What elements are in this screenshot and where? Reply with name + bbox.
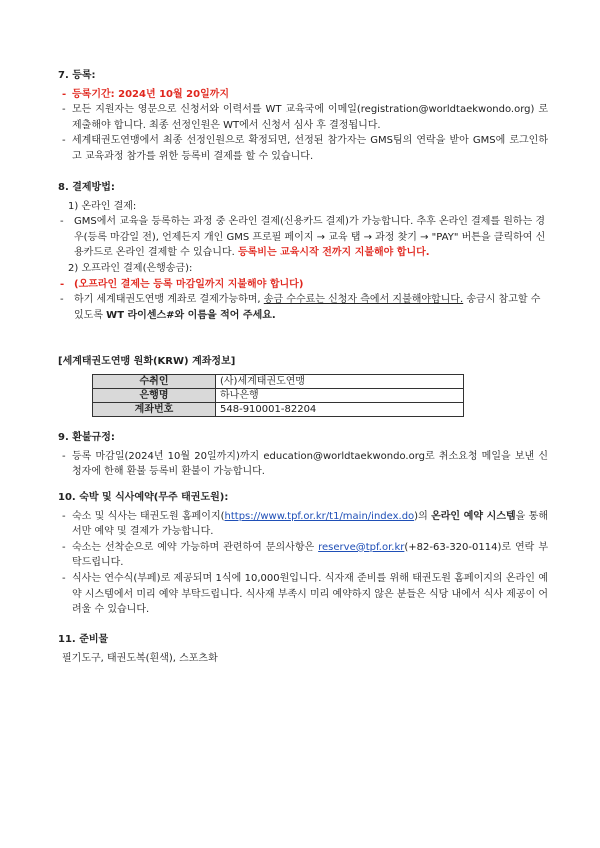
section-payment: 8. 결제방법: 1) 온라인 결제: - GMS에서 교육을 등록하는 과정 중 온라인 결제(신용카드 결제)가 가능합니다. 추후 온라인 결제를 원하는 경우(등록 마감일 전), 언제든지 개인 GMS 프로필 페이지 → 교육 탭 → 과정 찾기 → "PAY" 버튼을 클릭하여 신용카드로 온라인 결제할 수 있습니다. 등록비는 교육시작 전까지 지불해야 합니다. 2) 오프라인 결제(은행송금): - (오프라인 결제는 등록 마감일까지 지불해야 합니다) - 하기 세계태권도연맹 계좌로 결제가능하며, 송금 수수료는 신청자 측에서 지불해야합니다. 송금시 참고할 수 있도록 WT 라이센스#와 이름을 적어 주세요. xyxy=(58,180,548,323)
tpf-website-link[interactable]: https://www.tpf.or.kr/t1/main/index.do xyxy=(224,510,415,522)
section-title: 8. 결제방법: xyxy=(58,182,115,193)
online-reservation-system: 온라인 예약 시스템 xyxy=(431,510,516,522)
refund-text: 등록 마감일(2024년 10월 20일까지)까지 education@worldtaekwondo.org로 취소요청 메일을 보낸 신청자에 한해 환불 등록비 환불이 가능합니다. xyxy=(72,450,548,478)
online-payment-note: 등록비는 교육시작 전까지 지불해야 합니다. xyxy=(237,247,430,259)
supplies-text: 필기도구, 태권도복(흰색), 스포츠화 xyxy=(62,652,218,664)
section-accommodation: 10. 숙박 및 식사예약(무주 태권도원): - 숙소 및 식사는 태권도원 홈페이지(https://www.tpf.or.kr/t1/main/index.do)의 온라인 예약 시스템을 통해서만 예약 및 결제가 가능합니다. - 숙소는 선착순으로 예약 가능하며 관련하여 문의사항은 reserve@tpf.or.kr(+82-63-320-0114)로 연락 부탁드립니다. - 식사는 연수식(부페)로 제공되며 1식에 10,000원입니다. 식자재 준비를 위해 태권도원 홈페이지의 온라인 예약 시스템에서 미리 예약 부탁드립니다. 식사재 부족시 미리 예약하지 않은 분들은 식당 내에서 식사 제공이 어려울 수 있습니다. xyxy=(58,492,548,616)
account-table xyxy=(92,374,464,417)
table-row: 계좌번호 548-910001-82204 xyxy=(93,402,464,416)
section-registration: 7. 등록: - 등록기간: 2024년 10월 20일까지 - 모든 지원자는 영문으로 신청서와 이력서를 WT 교육국에 이메일(registration@worldtaekwondo.org) 로 제출해야 합니다. 최종 선정인원은 WT에서 신청서 심사 후 결정됩니다. - 세계태권도연맹에서 최종 선정인원으로 확정되면, 선정된 참가자는 GMS팀의 연락을 받아 GMS에 로그인하고 교육과정 참가를 위한 등록비 결제를 할 수 있습니다. xyxy=(58,70,548,162)
offline-payment-note: (오프라인 결제는 등록 마감일까지 지불해야 합니다) xyxy=(74,278,304,290)
meal-text: 식사는 연수식(부페)로 제공되며 1식에 10,000원입니다. 식자재 준비를 위해 태권도원 홈페이지의 온라인 예약 시스템에서 미리 예약 부탁드립니다. 식사재 부족시 미리 예약하지 않은 분들은 식당 내에서 식사 제공이 어려울 수 있습니다. xyxy=(72,572,548,616)
registration-text-2: 세계태권도연맹에서 최종 선정인원으로 확정되면, 선정된 참가자는 GMS팀의 연락을 받아 GMS에 로그인하고 교육과정 참가를 위한 등록비 결제를 할 수 있습니다. xyxy=(72,135,548,162)
section-title: 7. 등록: xyxy=(58,70,96,81)
offline-payment-heading: 2) 오프라인 결제(은행송금): xyxy=(68,262,193,274)
fee-note: 송금 수수료는 신청자 측에서 지불해야합니다. xyxy=(263,294,464,306)
table-row: 은행명 하나은행 xyxy=(93,388,464,402)
section-refund: 9. 환불규정: - 등록 마감일(2024년 10월 20일까지)까지 education@worldtaekwondo.org로 취소요청 메일을 보낸 신청자에 한해 환불 등록비 환불이 가능합니다. xyxy=(58,432,548,478)
registration-text-1: 모든 지원자는 영문으로 신청서와 이력서를 WT 교육국에 이메일(registration@worldtaekwondo.org) 로 제출해야 합니다. 최종 선정인원은 WT에서 신청서 심사 후 결정됩니다. xyxy=(72,104,548,131)
license-note: WT 라이센스#와 이름을 적어 주세요. xyxy=(106,309,276,321)
section-title: 10. 숙박 및 식사예약(무주 태권도원): xyxy=(58,492,229,503)
section-title: 9. 환불규정: xyxy=(58,432,115,443)
account-title: [세계태권도연맹 원화(KRW) 계좌정보] xyxy=(58,356,236,367)
table-row: 수취인 (사)세계태권도연맹 xyxy=(93,374,464,388)
registration-deadline: 등록기간: 2024년 10월 20일까지 xyxy=(72,88,230,100)
reserve-email-link[interactable]: reserve@tpf.or.kr xyxy=(318,541,405,553)
section-title: 11. 준비물 xyxy=(58,634,109,645)
online-payment-heading: 1) 온라인 결제: xyxy=(68,200,137,212)
online-payment-text: GMS에서 교육을 등록하는 과정 중 온라인 결제(신용카드 결제)가 가능합니다. 추후 온라인 결제를 원하는 경우(등록 마감일 전), 언제든지 개인 GMS 프로필 페이지 → 교육 탭 → 과정 찾기 → "PAY" 버튼을 클릭하여 신용카드로 온라인 결제할 수 있습니다. xyxy=(74,216,546,259)
section-supplies xyxy=(58,632,548,666)
account-info xyxy=(58,354,548,417)
